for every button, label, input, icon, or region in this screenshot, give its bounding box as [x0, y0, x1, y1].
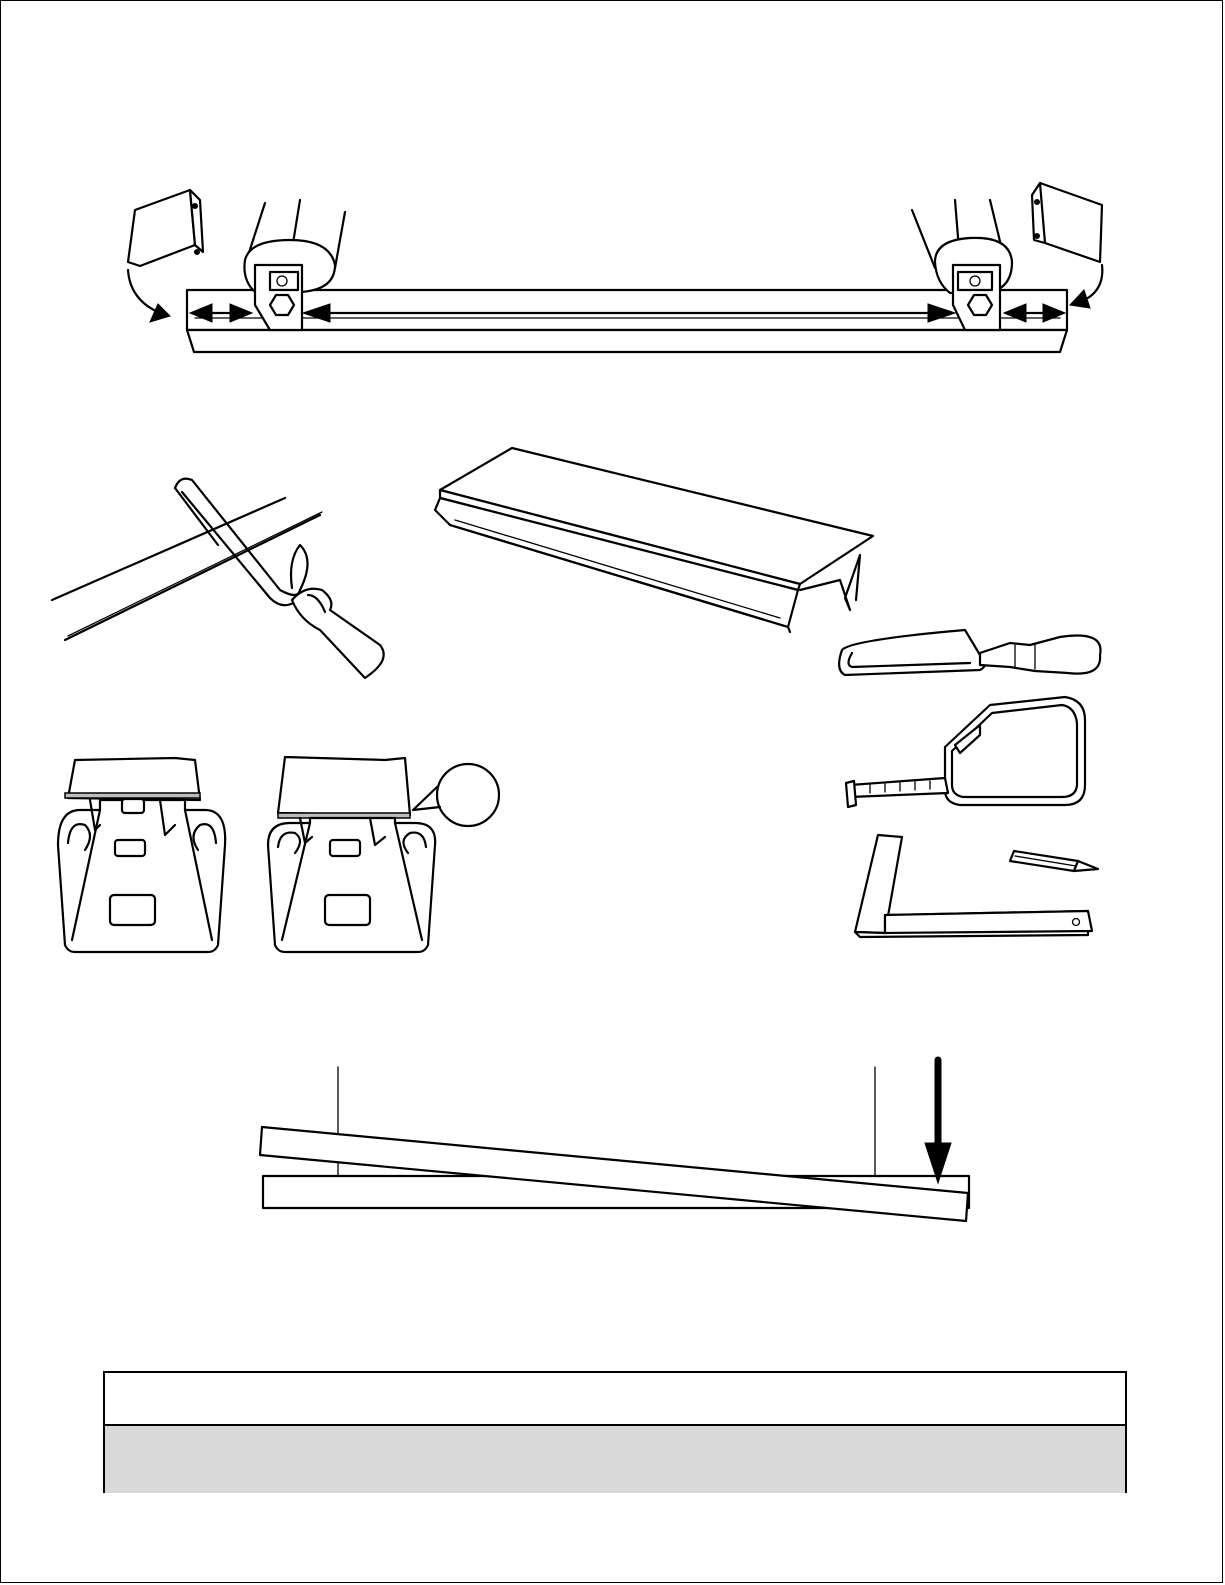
clip-detail-figure [40, 755, 520, 975]
press-in-figure [250, 1055, 990, 1225]
cutting-step-figure [0, 450, 420, 700]
hacksaw-icon [175, 479, 384, 678]
panel-icon [435, 448, 873, 632]
hex-bolt-icon [968, 295, 992, 315]
hacksaw-icon [839, 630, 1100, 675]
info-box [103, 1371, 1127, 1493]
panel-icon [260, 1067, 969, 1221]
end-cap-right-icon [1032, 183, 1102, 262]
rail-icon [187, 290, 1067, 352]
mounting-bracket-right-icon [953, 265, 1000, 330]
rail-clip-icon [58, 758, 225, 952]
rail-assembly-figure [0, 0, 1225, 400]
info-box-row-2 [105, 1426, 1125, 1493]
rail-clip-icon [268, 757, 435, 952]
hex-bolt-icon [270, 295, 294, 315]
magnifier-callout-icon [413, 764, 499, 826]
tools-figure [830, 615, 1130, 955]
carpenter-square-icon [855, 835, 1092, 937]
end-cap-left-icon [128, 190, 203, 266]
profile-figure [420, 440, 880, 640]
pencil-icon [1010, 851, 1098, 871]
down-arrow-icon [925, 1060, 951, 1183]
rail-profile-icon [52, 498, 322, 640]
tape-measure-icon [846, 697, 1085, 807]
info-box-row-1 [105, 1373, 1125, 1426]
